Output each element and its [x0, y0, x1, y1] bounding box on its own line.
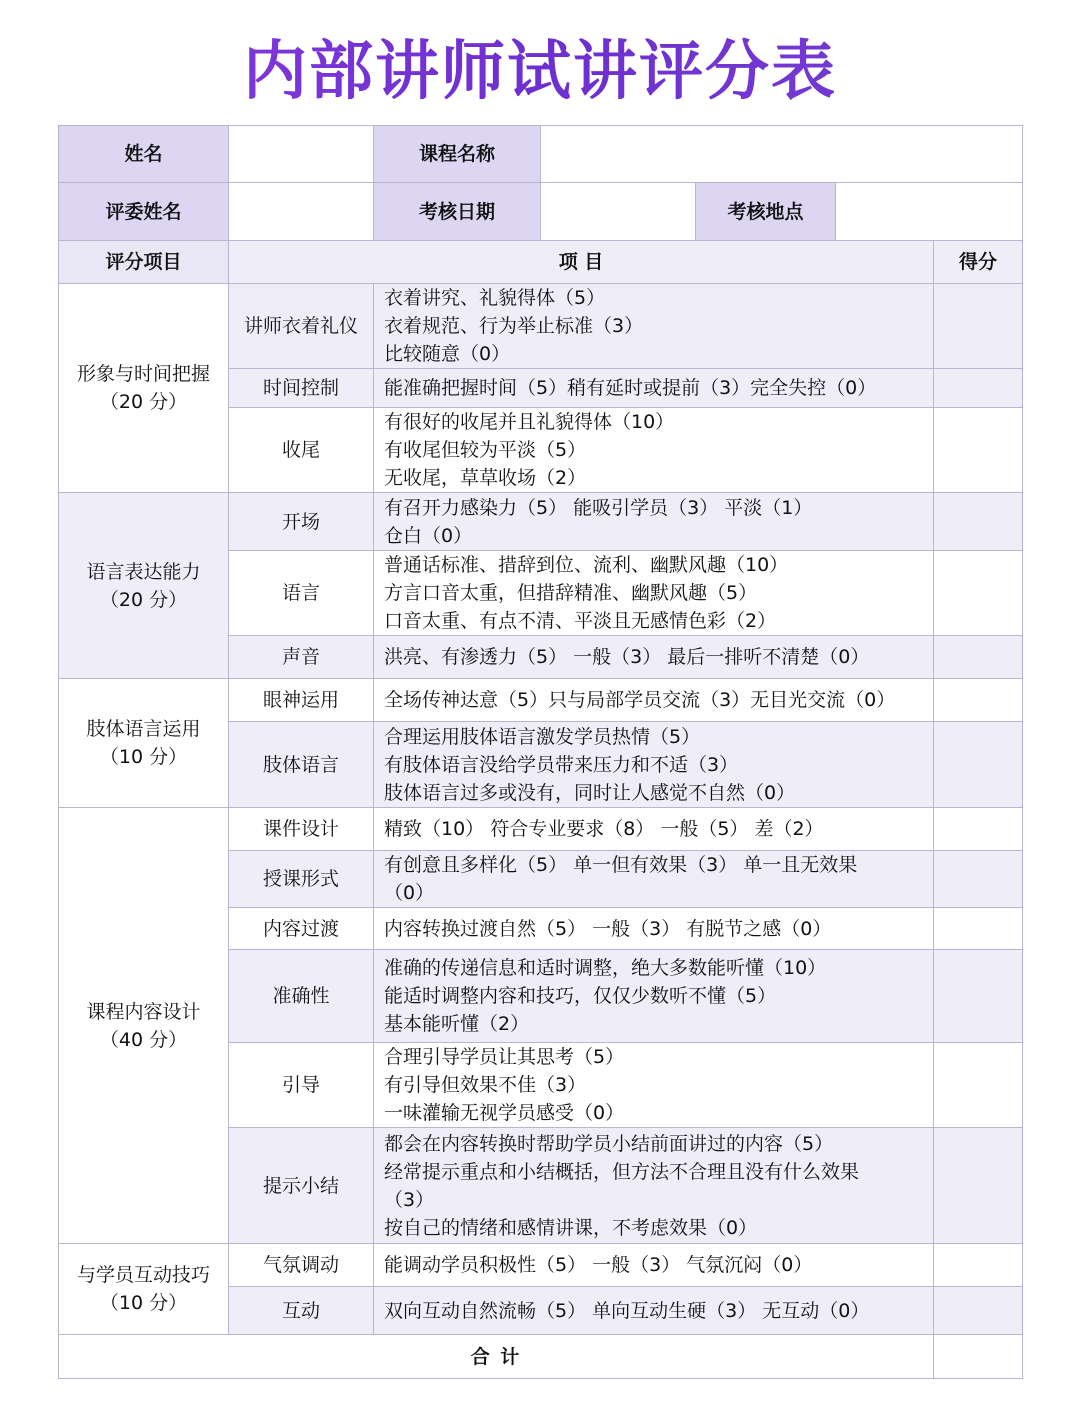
options-cell — [374, 1043, 934, 1128]
option-line: 洪亮、有渗透力（5） 一般（3） 最后一排听不清楚（0） — [384, 646, 870, 668]
item-cell: 气氛调动 — [229, 1244, 374, 1287]
option-line: 有肢体语言没给学员带来压力和不适（3） — [384, 753, 739, 776]
option-line: （3） — [384, 1188, 435, 1211]
score-cell[interactable] — [934, 722, 1023, 808]
item-cell: 声音 — [229, 636, 374, 679]
score-cell[interactable] — [934, 1287, 1023, 1335]
option-line: （0） — [384, 882, 435, 904]
table-row — [59, 284, 1023, 369]
score-cell[interactable] — [934, 808, 1023, 851]
options-cell — [374, 1244, 934, 1287]
item-cell: 互动 — [229, 1287, 374, 1335]
option-line: 仓白（0） — [384, 524, 473, 547]
category-cell: 肢体语言运用（10 分） — [59, 679, 229, 808]
options-cell — [374, 369, 934, 408]
category-cell: 语言表达能力（20 分） — [59, 493, 229, 679]
option-line: 口音太重、有点不清、平淡且无感情色彩（2） — [384, 610, 777, 632]
item-cell: 语言 — [229, 551, 374, 636]
options-cell — [374, 679, 934, 722]
score-cell[interactable] — [934, 493, 1023, 551]
score-cell[interactable] — [934, 551, 1023, 636]
item-cell: 开场 — [229, 493, 374, 551]
table-header — [59, 241, 1023, 284]
score-cell[interactable] — [934, 284, 1023, 369]
option-line: 能准确把握时间（5）稍有延时或提前（3）完全失控（0） — [384, 377, 877, 399]
item-cell: 准确性 — [229, 950, 374, 1043]
option-line: 能调动学员积极性（5） 一般（3） 气氛沉闷（0） — [384, 1254, 813, 1276]
option-line: 合理运用肢体语言激发学员热情（5） — [384, 725, 701, 748]
score-cell[interactable] — [934, 908, 1023, 950]
score-cell[interactable] — [934, 679, 1023, 722]
option-line: 普通话标准、措辞到位、流利、幽默风趣（10） — [384, 554, 789, 576]
table-row — [59, 679, 1023, 722]
score-cell[interactable] — [934, 1244, 1023, 1287]
option-line: 无收尾，草草收场（2） — [384, 467, 587, 489]
options-cell — [374, 284, 934, 369]
total-label: 合 计 — [59, 1335, 934, 1379]
option-line: 有引导但效果不佳（3） — [384, 1074, 587, 1096]
name-field[interactable] — [229, 126, 374, 183]
option-line: 合理引导学员让其思考（5） — [384, 1046, 625, 1068]
table-row — [59, 493, 1023, 551]
options-cell — [374, 551, 934, 636]
option-line: 经常提示重点和小结概括，但方法不合理且没有什么效果 — [384, 1160, 860, 1183]
exam-place-field[interactable] — [836, 183, 1023, 241]
option-line: 比较随意（0） — [384, 343, 511, 365]
info-row-2 — [59, 183, 1023, 241]
options-cell — [374, 1128, 934, 1244]
options-cell — [374, 908, 934, 950]
option-line: 有很好的收尾并且礼貌得体（10） — [384, 411, 675, 433]
option-line: 有创意且多样化（5） 单一但有效果（3） 单一且无效果 — [384, 854, 858, 876]
option-line: 一味灌输无视学员感受（0） — [384, 1102, 625, 1124]
item-cell: 眼神运用 — [229, 679, 374, 722]
item-cell: 提示小结 — [229, 1128, 374, 1244]
options-cell — [374, 408, 934, 493]
category-cell: 与学员互动技巧（10 分） — [59, 1244, 229, 1335]
item-cell: 时间控制 — [229, 369, 374, 408]
name-label: 姓名 — [59, 126, 229, 183]
judge-name-field[interactable] — [229, 183, 374, 241]
item-cell: 内容过渡 — [229, 908, 374, 950]
score-cell[interactable] — [934, 950, 1023, 1043]
score-cell[interactable] — [934, 408, 1023, 493]
option-line: 内容转换过渡自然（5） 一般（3） 有脱节之感（0） — [384, 917, 832, 940]
option-line: 衣着讲究、礼貌得体（5） — [384, 287, 606, 309]
category-cell: 课程内容设计（40 分） — [59, 808, 229, 1244]
item-cell: 授课形式 — [229, 851, 374, 908]
option-line: 有收尾但较为平淡（5） — [384, 439, 587, 461]
options-cell — [374, 1287, 934, 1335]
options-cell — [374, 636, 934, 679]
item-cell: 收尾 — [229, 408, 374, 493]
option-line: 能适时调整内容和技巧，仅仅少数听不懂（5） — [384, 985, 777, 1007]
score-cell[interactable] — [934, 369, 1023, 408]
course-name-field[interactable] — [541, 126, 1023, 183]
score-cell[interactable] — [934, 1128, 1023, 1244]
item-cell: 肢体语言 — [229, 722, 374, 808]
score-cell[interactable] — [934, 851, 1023, 908]
total-row — [59, 1335, 1023, 1379]
option-line: 都会在内容转换时帮助学员小结前面讲过的内容（5） — [384, 1132, 834, 1155]
option-line: 有召开力感染力（5） 能吸引学员（3） 平淡（1） — [384, 496, 813, 519]
option-line: 衣着规范、行为举止标准（3） — [384, 315, 644, 337]
option-line: 精致（10） 符合专业要求（8） 一般（5） 差（2） — [384, 818, 824, 840]
exam-date-label: 考核日期 — [374, 183, 541, 241]
options-cell — [374, 808, 934, 851]
table-row — [59, 1244, 1023, 1287]
option-line: 全场传神达意（5）只与局部学员交流（3）无目光交流（0） — [384, 689, 896, 711]
table-row — [59, 808, 1023, 851]
option-line: 按自己的情绪和感情讲课，不考虑效果（0） — [384, 1216, 758, 1239]
options-cell — [374, 851, 934, 908]
header-score: 得分 — [934, 241, 1023, 284]
exam-place-label: 考核地点 — [696, 183, 836, 241]
option-line: 肢体语言过多或没有，同时让人感觉不自然（0） — [384, 781, 796, 804]
item-cell: 讲师衣着礼仪 — [229, 284, 374, 369]
header-item: 项 目 — [229, 241, 934, 284]
item-cell: 引导 — [229, 1043, 374, 1128]
category-cell: 形象与时间把握（20 分） — [59, 284, 229, 493]
options-cell — [374, 493, 934, 551]
options-cell — [374, 950, 934, 1043]
evaluation-table — [58, 125, 1023, 1379]
option-line: 方言口音太重，但措辞精准、幽默风趣（5） — [384, 582, 758, 604]
option-line: 准确的传递信息和适时调整，绝大多数能听懂（10） — [384, 957, 827, 979]
option-line: 基本能听懂（2） — [384, 1013, 530, 1035]
score-cell[interactable] — [934, 636, 1023, 679]
judge-name-label: 评委姓名 — [59, 183, 229, 241]
page-title: 内部讲师试讲评分表 — [0, 22, 1080, 122]
exam-date-field[interactable] — [541, 183, 696, 241]
total-score-cell[interactable] — [934, 1335, 1023, 1379]
options-cell — [374, 722, 934, 808]
course-name-label: 课程名称 — [374, 126, 541, 183]
option-line: 双向互动自然流畅（5） 单向互动生硬（3） 无互动（0） — [384, 1299, 870, 1322]
score-cell[interactable] — [934, 1043, 1023, 1128]
info-row-1 — [59, 126, 1023, 183]
header-category: 评分项目 — [59, 241, 229, 284]
item-cell: 课件设计 — [229, 808, 374, 851]
